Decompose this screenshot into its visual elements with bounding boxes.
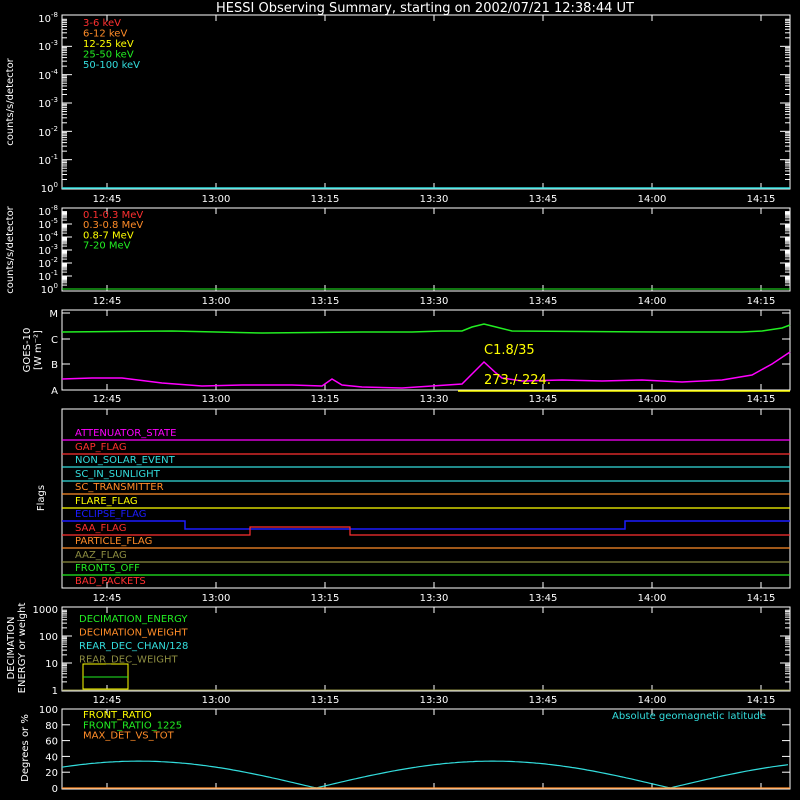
- goes-ylabel-text: [W m⁻²]: [33, 330, 44, 370]
- panel1-legend-2: 12-25 keV: [83, 39, 134, 50]
- time-tick-label: 14:15: [746, 593, 776, 604]
- panel1-ytick-label: $10^0$: [40, 181, 58, 195]
- time-tick-label: 14:15: [746, 296, 776, 307]
- goes-annotation-class: C1.8/35: [484, 343, 535, 358]
- panel2-legend-0: 0.1-0.3 MeV: [83, 210, 144, 221]
- time-tick-label: 12:45: [92, 593, 122, 604]
- ratio-ytick-label: 80: [45, 720, 58, 732]
- chart-title: HESSI Observing Summary, starting on 2002/07/21 12:38:44 UT: [216, 1, 634, 16]
- goes-panel: [62, 310, 790, 391]
- time-tick-label: 13:30: [419, 695, 449, 706]
- ratio-ytick-label: 20: [45, 768, 58, 780]
- decimation-legend-0: DECIMATION_ENERGY: [79, 614, 188, 625]
- time-tick-label: 12:45: [92, 394, 122, 405]
- goes-ytick-label: M: [49, 309, 58, 320]
- panel2-ytick-label: $10^{-1}$: [38, 269, 58, 283]
- flag-label-9: AAZ_FLAG: [75, 550, 127, 561]
- flag-label-0: ATTENUATOR_STATE: [75, 428, 177, 439]
- time-tick-label: 12:45: [92, 296, 122, 307]
- panel1-legend-4: 50-100 keV: [83, 60, 141, 71]
- time-tick-label: 13:00: [201, 394, 231, 405]
- time-tick-label: 13:45: [528, 695, 558, 706]
- ratio-legend-2: MAX_DET_VS_TOT: [83, 730, 174, 742]
- time-tick-label: 13:15: [310, 296, 340, 307]
- flag-label-4: SC_TRANSMITTER: [75, 482, 164, 493]
- goes-series-magenta: [62, 352, 790, 388]
- flag-line-7: [62, 527, 790, 535]
- panel1-ylabel-text: counts/s/detector: [5, 58, 16, 146]
- panel2-legend-1: 0.3-0.8 MeV: [83, 220, 144, 232]
- ratio-ytick-label: 0: [51, 784, 58, 795]
- decimation-ytick-label: 1000: [32, 605, 58, 616]
- panel1-ytick-label: $10^{-3}$: [38, 96, 58, 110]
- panel2-frame: [62, 208, 790, 291]
- ratio-ytick-label: 100: [38, 705, 58, 716]
- panel2-ylabel-text: counts/s/detector: [5, 206, 16, 294]
- time-tick-label: 14:15: [746, 194, 776, 205]
- time-tick-label: 14:00: [637, 394, 667, 405]
- panel2-ytick-label: $10^{-8}$: [38, 204, 58, 218]
- panel2-panel: [38, 204, 790, 296]
- flag-label-2: NON_SOLAR_EVENT: [75, 455, 175, 466]
- panel2-ylabel: [5, 205, 16, 293]
- time-tick-label: 12:45: [92, 695, 122, 706]
- time-tick-label: 13:45: [528, 296, 558, 307]
- goes-ylabel-text: GOES-10: [22, 327, 33, 373]
- time-tick-label: 13:00: [201, 695, 231, 706]
- time-tick-label: 13:15: [310, 593, 340, 604]
- panel1-ytick-label: $10^{-2}$: [38, 125, 58, 139]
- time-tick-label: 14:15: [746, 695, 776, 706]
- ratio-ytick-label: 60: [45, 736, 58, 748]
- time-tick-label: 12:45: [92, 194, 122, 205]
- panel2-ytick-label: $10^0$: [40, 282, 58, 296]
- decimation-ylabel: [6, 603, 28, 694]
- panel1-legend-1: 6-12 keV: [83, 28, 128, 40]
- ratio-latitude-curve: [62, 761, 788, 788]
- ratio-legend-3: Absolute geomagnetic latitude: [612, 711, 766, 722]
- time-tick-label: 13:15: [310, 194, 340, 205]
- time-tick-label: 13:45: [528, 194, 558, 205]
- panel1-ytick-label: $10^{-4}$: [38, 68, 58, 82]
- time-tick-label: 13:45: [528, 394, 558, 405]
- ratio-ylabel-text: Degrees or %: [20, 714, 31, 782]
- decimation-ytick-label: 10: [45, 659, 58, 670]
- decimation-ytick-label: 1: [51, 686, 58, 697]
- goes-ytick-label: C: [51, 335, 58, 346]
- decimation-legend-3: REAR_DEC_WEIGHT: [79, 654, 178, 666]
- time-tick-label: 13:00: [201, 296, 231, 307]
- flag-label-10: FRONTS_OFF: [75, 563, 140, 574]
- goes-ytick-label: B: [51, 360, 58, 371]
- panel1-ylabel: [5, 57, 16, 145]
- time-tick-label: 14:00: [637, 695, 667, 706]
- panel2-ytick-label: $10^{-4}$: [38, 230, 58, 244]
- ratio-legend-0: FRONT_RATIO: [83, 710, 152, 721]
- time-tick-label: 13:00: [201, 593, 231, 604]
- decimation-legend-1: DECIMATION_WEIGHT: [79, 627, 188, 639]
- flag-label-8: PARTICLE_FLAG: [75, 536, 153, 547]
- decimation-legend-2: REAR_DEC_CHAN/128: [79, 641, 189, 652]
- panel1-frame: [62, 15, 790, 189]
- time-tick-label: 14:00: [637, 296, 667, 307]
- time-tick-label: 14:00: [637, 194, 667, 205]
- decimation-ylabel-text: ENERGY or weight: [17, 602, 28, 694]
- panel2-ytick-label: $10^{-2}$: [38, 256, 58, 270]
- time-tick-label: 13:30: [419, 593, 449, 604]
- time-tick-label: 13:30: [419, 394, 449, 405]
- flag-label-11: BAD_PACKETS: [75, 576, 146, 587]
- flag-label-3: SC_IN_SUNLIGHT: [75, 469, 160, 480]
- goes-series-green: [62, 324, 790, 333]
- panel2-legend-2: 0.8-7 MeV: [83, 230, 134, 242]
- panel1-ytick-label: $10^{-3}$: [38, 39, 58, 53]
- flag-line-6: [62, 521, 790, 529]
- goes-frame: [62, 310, 790, 390]
- panel2-ytick-label: $10^{-5}$: [38, 217, 58, 231]
- panel1-legend-3: 25-50 keV: [83, 49, 134, 61]
- flag-label-5: FLARE_FLAG: [75, 496, 138, 507]
- panel2-ytick-label: $10^{-3}$: [38, 243, 58, 257]
- goes-ytick-label: A: [51, 386, 58, 397]
- flags-ylabel: [36, 485, 47, 511]
- flag-label-7: SAA_FLAG: [75, 523, 127, 534]
- ratio-legend-1: FRONT_RATIO_1225: [83, 720, 183, 732]
- panel1-ytick-label: $10^{-8}$: [38, 11, 58, 25]
- goes-annotation-position: 273./-224.: [484, 373, 551, 388]
- ratio-ytick-label: 40: [45, 752, 58, 764]
- time-tick-label: 13:00: [201, 194, 231, 205]
- goes-ylabel: [22, 328, 44, 373]
- time-tick-label: 13:45: [528, 593, 558, 604]
- time-tick-label: 14:15: [746, 394, 776, 405]
- time-tick-label: 14:00: [637, 593, 667, 604]
- flags-ylabel-text: Flags: [36, 484, 47, 512]
- time-tick-label: 13:15: [310, 695, 340, 706]
- time-tick-label: 13:15: [310, 394, 340, 405]
- time-tick-label: 13:30: [419, 194, 449, 205]
- ratio-ylabel: [20, 714, 31, 782]
- decimation-ytick-label: 100: [38, 632, 58, 643]
- panel1-legend-0: 3-6 keV: [83, 18, 121, 29]
- panel1-ytick-label: $10^{-1}$: [38, 153, 58, 167]
- decimation-ylabel-text: DECIMATION: [6, 616, 17, 680]
- panel2-legend-3: 7-20 MeV: [83, 240, 131, 252]
- time-tick-label: 13:30: [419, 296, 449, 307]
- flag-label-1: GAP_FLAG: [75, 442, 127, 453]
- panel1-panel: [38, 11, 790, 195]
- flag-label-6: ECLIPSE_FLAG: [75, 509, 147, 520]
